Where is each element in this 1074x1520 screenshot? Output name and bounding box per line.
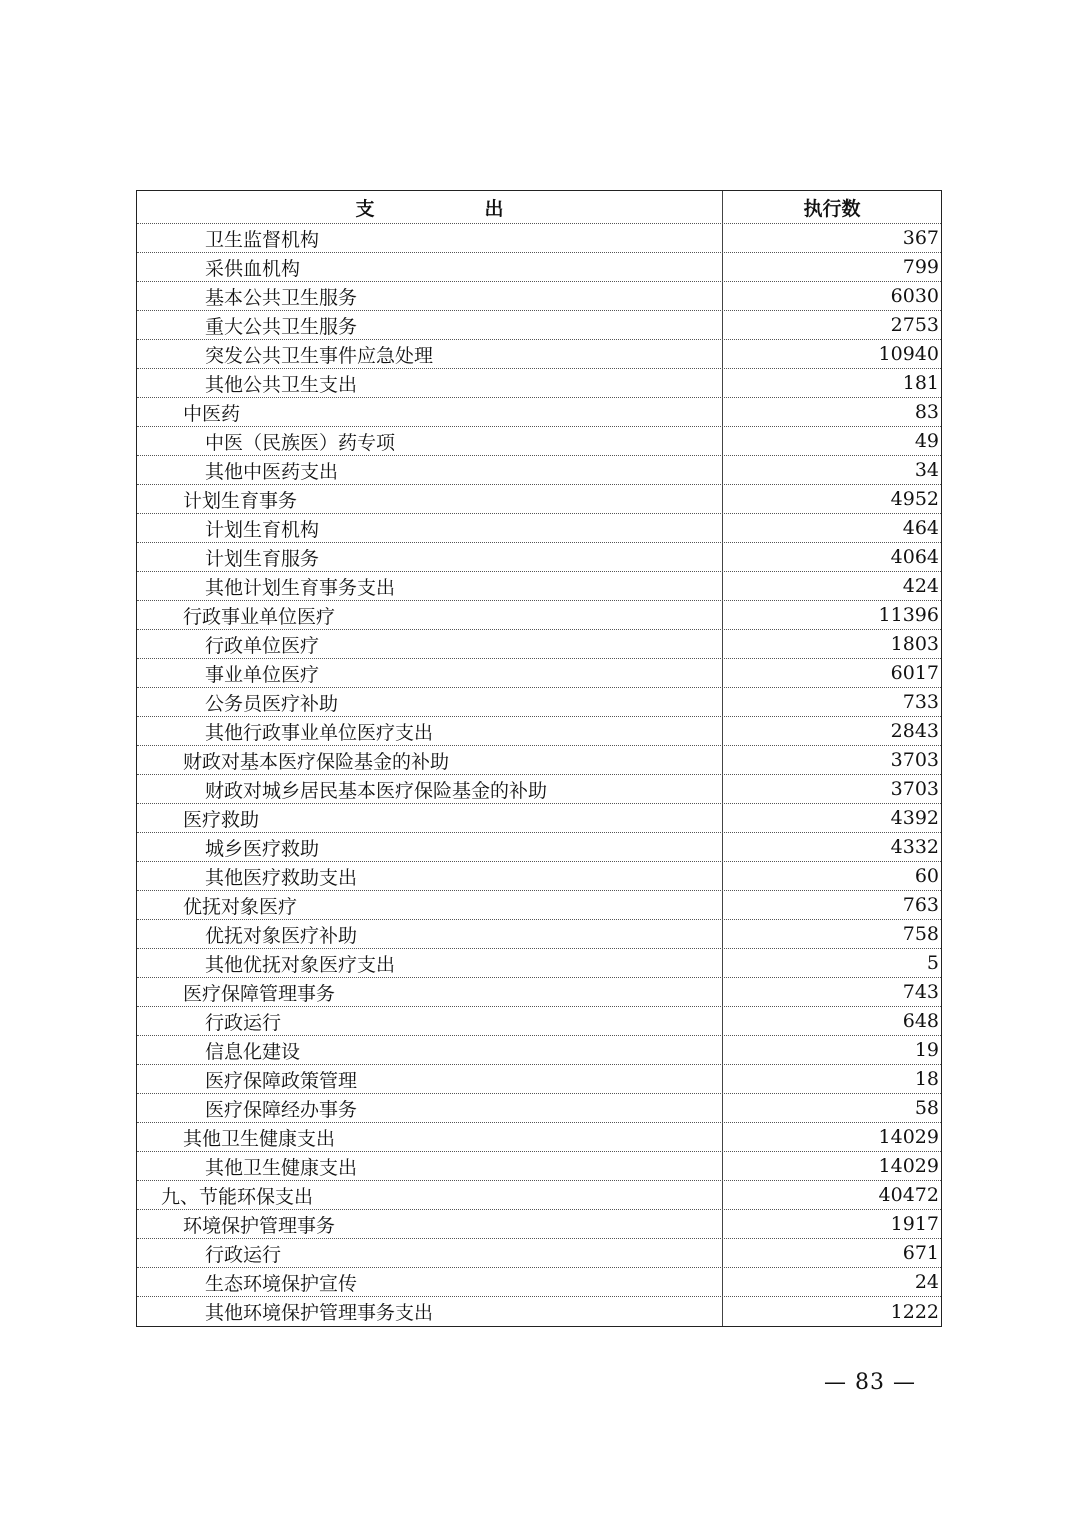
row-value: 763: [902, 894, 939, 916]
row-label: 环境保护管理事务: [137, 1210, 723, 1238]
row-value: 1803: [890, 633, 939, 655]
table-row: [137, 775, 941, 804]
table-row: [137, 1036, 941, 1065]
row-label: 中医药: [137, 398, 723, 426]
table-row: [137, 630, 941, 659]
table-row: [137, 1297, 941, 1326]
row-value: 3703: [890, 749, 939, 771]
row-value: 58: [914, 1097, 939, 1119]
table-row: [137, 1094, 941, 1123]
table-row: [137, 398, 941, 427]
row-value: 18: [914, 1068, 939, 1090]
row-value: 14029: [878, 1126, 939, 1148]
table-row: [137, 514, 941, 543]
row-value: 648: [902, 1010, 939, 1032]
row-value: 40472: [878, 1184, 939, 1206]
row-value: 3703: [890, 778, 939, 800]
row-value: 6017: [890, 662, 939, 684]
table-row: [137, 862, 941, 891]
row-label: 其他行政事业单位医疗支出: [137, 717, 723, 745]
table-row: [137, 1007, 941, 1036]
row-value: 5: [926, 952, 939, 974]
row-label: 采供血机构: [137, 253, 723, 281]
row-value: 743: [902, 981, 939, 1003]
row-label: 行政事业单位医疗: [137, 601, 723, 629]
table-row: [137, 253, 941, 282]
row-label: 财政对基本医疗保险基金的补助: [137, 746, 723, 774]
table-row: [137, 1123, 941, 1152]
row-label: 生态环境保护宣传: [137, 1268, 723, 1296]
row-value: 1222: [890, 1300, 939, 1323]
table-row: [137, 369, 941, 398]
table-body: [137, 224, 941, 1326]
table-row: [137, 456, 941, 485]
row-value: 424: [902, 575, 939, 597]
row-label: 其他计划生育事务支出: [137, 572, 723, 600]
row-value: 10940: [878, 343, 939, 365]
table-row: [137, 572, 941, 601]
row-value: 14029: [878, 1155, 939, 1177]
row-label: 城乡医疗救助: [137, 833, 723, 861]
table-row: [137, 1268, 941, 1297]
row-value: 19: [914, 1039, 939, 1061]
table-row: [137, 282, 941, 311]
row-label: 其他卫生健康支出: [137, 1152, 723, 1180]
row-label: 中医（民族医）药专项: [137, 427, 723, 455]
row-value: 464: [902, 517, 939, 539]
row-value: 2753: [890, 314, 939, 336]
row-label: 行政运行: [137, 1007, 723, 1035]
row-label: 行政单位医疗: [137, 630, 723, 658]
row-value: 733: [902, 691, 939, 713]
table-row: [137, 1152, 941, 1181]
row-value: 799: [902, 256, 939, 278]
row-label: 突发公共卫生事件应急处理: [137, 340, 723, 368]
table-row: [137, 1065, 941, 1094]
row-label: 卫生监督机构: [137, 224, 723, 252]
row-label: 其他环境保护管理事务支出: [137, 1297, 723, 1326]
row-label: 医疗保障政策管理: [137, 1065, 723, 1093]
row-value: 34: [914, 459, 939, 481]
row-value: 4064: [890, 546, 939, 568]
row-value: 4952: [890, 488, 939, 510]
row-value: 24: [914, 1271, 939, 1293]
row-label: 优抚对象医疗补助: [137, 920, 723, 948]
row-label: 财政对城乡居民基本医疗保险基金的补助: [137, 775, 723, 803]
row-label: 医疗保障经办事务: [137, 1094, 723, 1122]
table-row: [137, 1239, 941, 1268]
row-label: 其他卫生健康支出: [137, 1123, 723, 1151]
table-row: [137, 891, 941, 920]
header-expenditure: 支出: [137, 191, 723, 223]
table-row: [137, 833, 941, 862]
table-row: [137, 485, 941, 514]
table-row: [137, 311, 941, 340]
table-row: [137, 340, 941, 369]
row-label: 行政运行: [137, 1239, 723, 1267]
table-row: [137, 688, 941, 717]
row-value: 49: [914, 430, 939, 452]
table-header: [137, 191, 941, 224]
table-row: [137, 804, 941, 833]
table-row: [137, 978, 941, 1007]
row-label: 医疗保障管理事务: [137, 978, 723, 1006]
table-row: [137, 224, 941, 253]
row-value: 4392: [890, 807, 939, 829]
page-number: — 83 —: [824, 1370, 916, 1395]
table-row: [137, 746, 941, 775]
table-row: [137, 601, 941, 630]
row-value: 4332: [890, 836, 939, 858]
row-value: 6030: [890, 285, 939, 307]
table-row: [137, 427, 941, 456]
row-label: 基本公共卫生服务: [137, 282, 723, 310]
table-row: [137, 1181, 941, 1210]
row-label: 其他医疗救助支出: [137, 862, 723, 890]
row-label: 事业单位医疗: [137, 659, 723, 687]
row-label: 优抚对象医疗: [137, 891, 723, 919]
row-value: 1917: [890, 1213, 939, 1235]
table-row: [137, 949, 941, 978]
row-value: 83: [914, 401, 939, 423]
row-label: 其他优抚对象医疗支出: [137, 949, 723, 977]
row-label: 重大公共卫生服务: [137, 311, 723, 339]
row-value: 60: [914, 865, 939, 887]
row-value: 2843: [890, 720, 939, 742]
row-value: 181: [902, 372, 939, 394]
row-label: 医疗救助: [137, 804, 723, 832]
table-row: [137, 659, 941, 688]
row-value: 671: [902, 1242, 939, 1264]
row-label: 其他中医药支出: [137, 456, 723, 484]
row-label: 计划生育事务: [137, 485, 723, 513]
expenditure-table: [136, 190, 942, 1327]
row-label: 公务员医疗补助: [137, 688, 723, 716]
row-label: 其他公共卫生支出: [137, 369, 723, 397]
table-row: [137, 717, 941, 746]
row-label: 九、节能环保支出: [137, 1181, 723, 1209]
row-value: 11396: [878, 604, 939, 626]
row-value: 367: [902, 227, 939, 249]
table-row: [137, 1210, 941, 1239]
table-row: [137, 920, 941, 949]
row-label: 计划生育机构: [137, 514, 723, 542]
row-label: 信息化建设: [137, 1036, 723, 1064]
row-value: 758: [902, 923, 939, 945]
table-row: [137, 543, 941, 572]
header-executed-amount: 执行数: [803, 197, 861, 220]
row-label: 计划生育服务: [137, 543, 723, 571]
